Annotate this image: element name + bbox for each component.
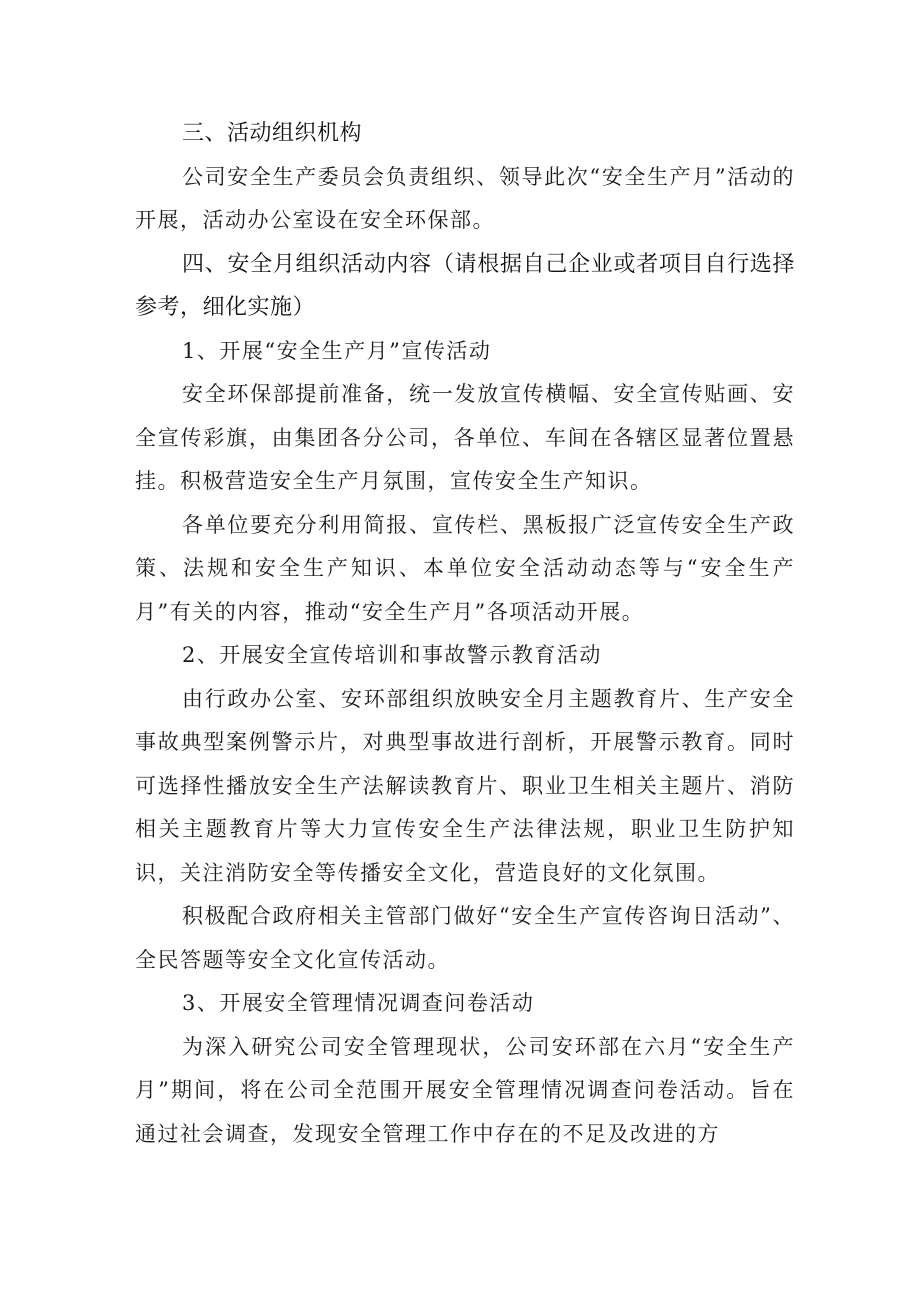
section-4-heading: 四、安全月组织活动内容（请根据自己企业或者项目自行选择参考，细化实施） [135, 251, 795, 320]
section-3-heading: 三、活动组织机构 [182, 121, 363, 146]
item-1-paragraph-1: 安全环保部提前准备，统一发放宣传横幅、安全宣传贴画、安全宣传彩旗，由集团各分公司，各单位、车间在各辖区显著位置悬挂。积极营造安全生产月氛围，宣传安全生产知识。 [135, 382, 795, 493]
item-1-paragraph-2: 各单位要充分利用简报、宣传栏、黑板报广泛宣传安全生产政策、法规和安全生产知识、本单位安全活动动态等与“安全生产月”有关的内容，推动“安全生产月”各项活动开展。 [135, 512, 795, 624]
item-3-paragraph-1: 为深入研究公司安全管理现状，公司安环部在六月“安全生产月”期间，将在公司全范围开展安全管理情况调查问卷活动。旨在通过社会调查，发现安全管理工作中存在的不足及改进的方 [135, 1034, 795, 1146]
item-2-paragraph-2: 积极配合政府相关主管部门做好“安全生产宣传咨询日活动”、全民答题等安全文化宣传活动。 [135, 904, 795, 972]
item-2-title: 2、开展安全宣传培训和事故警示教育活动 [182, 643, 602, 667]
item-3-title: 3、开展安全管理情况调查问卷活动 [182, 991, 535, 1015]
item-2-paragraph-1: 由行政办公室、安环部组织放映安全月主题教育片、生产安全事故典型案例警示片，对典型事故进行剖析，开展警示教育。同时可选择性播放安全生产法解读教育片、职业卫生相关主题片、消防相关主题教育片等大力宣传安全生产法律法规，职业卫生防护知识，关注消防安全等传播安全文化，营造良好的文化氛围。 [135, 686, 795, 885]
document-body [135, 112, 795, 1156]
item-1-title: 1、开展“安全生产月”宣传活动 [182, 338, 492, 363]
section-3-paragraph: 公司安全生产委员会负责组织、领导此次“安全生产月”活动的开展，活动办公室设在安全环保部。 [135, 164, 795, 232]
